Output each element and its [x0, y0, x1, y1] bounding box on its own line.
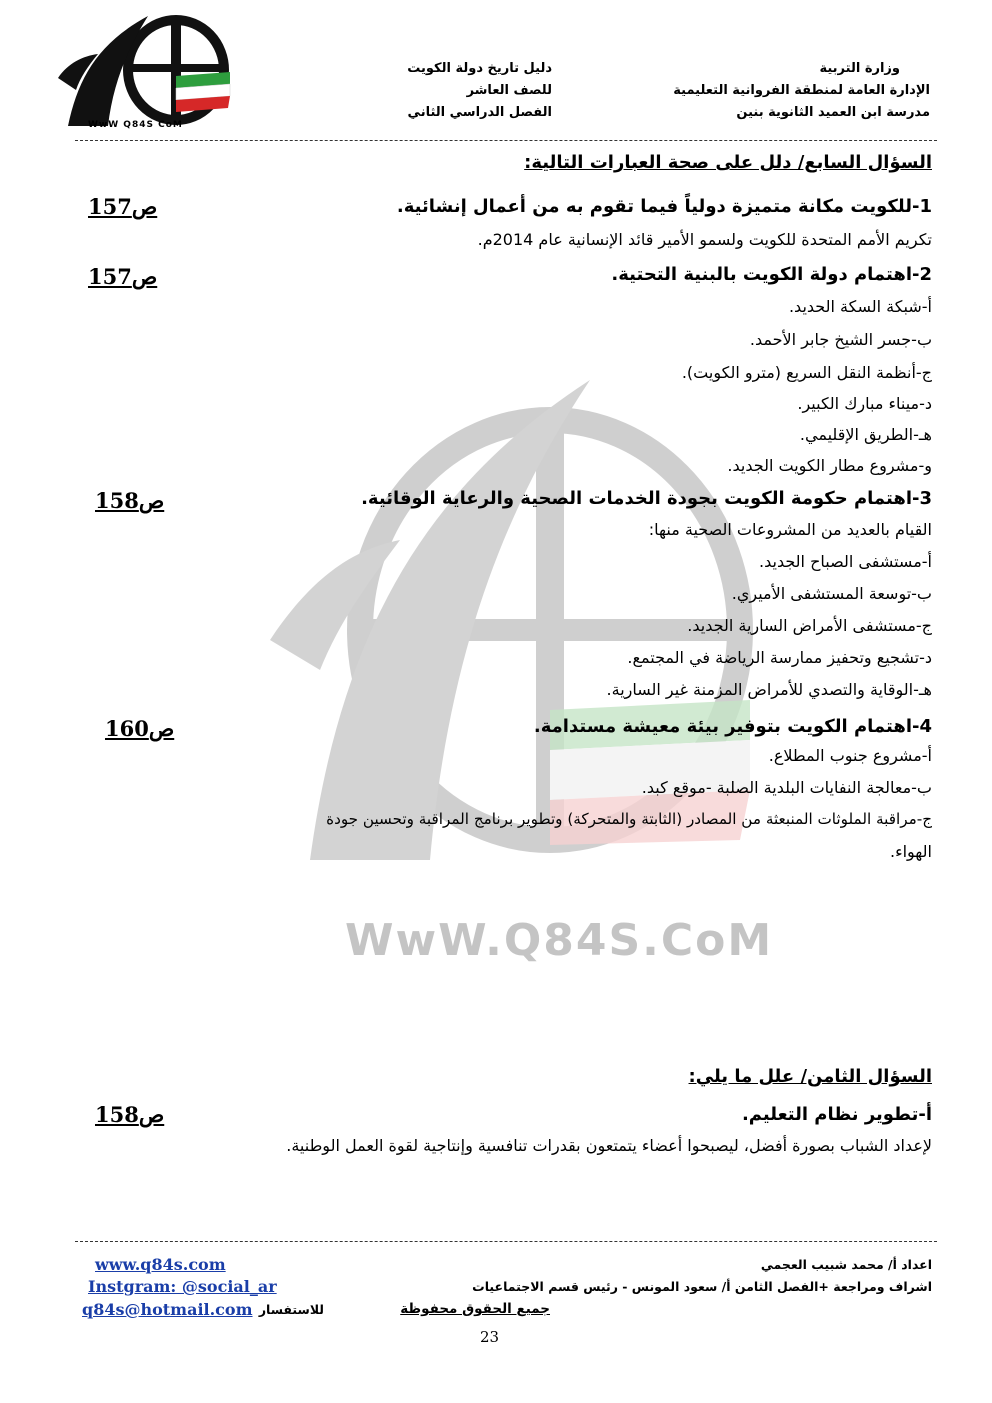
guide-line: للصف العاشر [466, 83, 552, 98]
q7-item2-line: ج-أنظمة النقل السريع (مترو الكويت). [681, 363, 932, 382]
q7-title: السؤال السابع/ دلل على صحة العبارات التالية: [524, 152, 932, 173]
inquiry-label: للاستفسار [258, 1302, 324, 1317]
q8-item1-title: أ-تطوير نظام التعليم. [741, 1104, 932, 1125]
q8-title: السؤال الثامن/ علل ما يلي: [688, 1066, 932, 1087]
website-link[interactable]: www.q84s.com [95, 1255, 226, 1274]
q7-item4-line: ج-مراقبة الملوثات المنبعثة من المصادر (الثابتة والمتحركة) وتطوير برنامج المراقبة وتحسين جودة [326, 810, 932, 828]
instagram-link[interactable]: Instgram: @social_ar [88, 1277, 277, 1296]
q7-item3-line: د-تشجيع وتحفيز ممارسة الرياضة في المجتمع. [627, 648, 932, 667]
email-link[interactable]: q84s@hotmail.com [82, 1300, 253, 1319]
q7-item2-line: و-مشروع مطار الكويت الجديد. [727, 456, 932, 475]
q7-item4-page: ص160 [105, 716, 175, 741]
ministry-line: وزارة التربية [819, 61, 900, 76]
q7-item3-line: هـ-الوقاية والتصدي للأمراض المزمنة غير السارية. [606, 680, 932, 699]
footer-prepared: اعداد أ/ محمد شبيب العجمي [760, 1257, 932, 1272]
q7-item2-title: 2-اهتمام دولة الكويت بالبنية التحتية. [611, 264, 932, 285]
logo-caption: WwW Q84S CoM [88, 120, 183, 130]
q7-item2-line: هـ-الطريق الإقليمي. [799, 425, 932, 444]
q7-item2-page: ص157 [88, 264, 158, 289]
q7-item3-title: 3-اهتمام حكومة الكويت بجودة الخدمات الصحية والرعاية الوقائية. [361, 488, 932, 509]
q7-item1-line: تكريم الأمم المتحدة للكويت ولسمو الأمير قائد الإنسانية عام 2014م. [477, 230, 932, 249]
guide-line: دليل تاريخ دولة الكويت [407, 61, 552, 76]
header-ministry [620, 58, 930, 124]
q7-item4-line: ب-معالجة النفايات البلدية الصلبة -موقع كبد. [641, 778, 932, 797]
q7-item4-title: 4-اهتمام الكويت بتوفير بيئة معيشة مستدامة. [533, 716, 932, 737]
q7-item3-line: ب-توسعة المستشفى الأميري. [731, 584, 932, 603]
ministry-line: الإدارة العامة لمنطقة الفروانية التعليمية [673, 83, 930, 98]
q7-item1-page: ص157 [88, 194, 158, 219]
q7-item3-line: ج-مستشفى الأمراض السارية الجديد. [687, 616, 932, 635]
q7-item3-line: القيام بالعديد من المشروعات الصحية منها: [648, 520, 932, 539]
site-logo [58, 8, 236, 134]
q7-item2-line: أ-شبكة السكة الحديد. [788, 297, 932, 316]
q8-item1-page: ص158 [95, 1102, 165, 1127]
q7-item2-line: د-ميناء مبارك الكبير. [797, 394, 932, 413]
q7-item2-line: ب-جسر الشيخ جابر الأحمد. [749, 330, 932, 349]
q7-item1-title: 1-للكويت مكانة متميزة دولياً فيما تقوم به من أعمال إنشائية. [396, 196, 932, 217]
footer-supervision: اشراف ومراجعة +الفصل الثامن أ/ سعود المونس - رئيس قسم الاجتماعيات [472, 1279, 932, 1294]
watermark-text: WwW.Q84S.CoM [345, 915, 774, 966]
q7-item3-line: أ-مستشفى الصباح الجديد. [759, 552, 932, 571]
footer-divider [75, 1241, 937, 1242]
header-guide [360, 58, 552, 124]
ministry-line: مدرسة ابن العميد الثانوية بنين [736, 105, 930, 120]
header-divider [75, 140, 937, 141]
q8-item1-line: لإعداد الشباب بصورة أفضل، ليصبحوا أعضاء يتمتعون بقدرات تنافسية وإنتاجية لقوة العمل الوطنية. [286, 1136, 932, 1155]
footer-rights: جميع الحقوق محفوظة [400, 1301, 550, 1317]
page-number: 23 [480, 1328, 500, 1346]
q7-item4-line: أ-مشروع جنوب المطلاع. [768, 746, 932, 765]
q7-item4-line: الهواء. [889, 842, 932, 861]
q7-item3-page: ص158 [95, 488, 165, 513]
guide-line: الفصل الدراسي الثاني [407, 105, 552, 120]
